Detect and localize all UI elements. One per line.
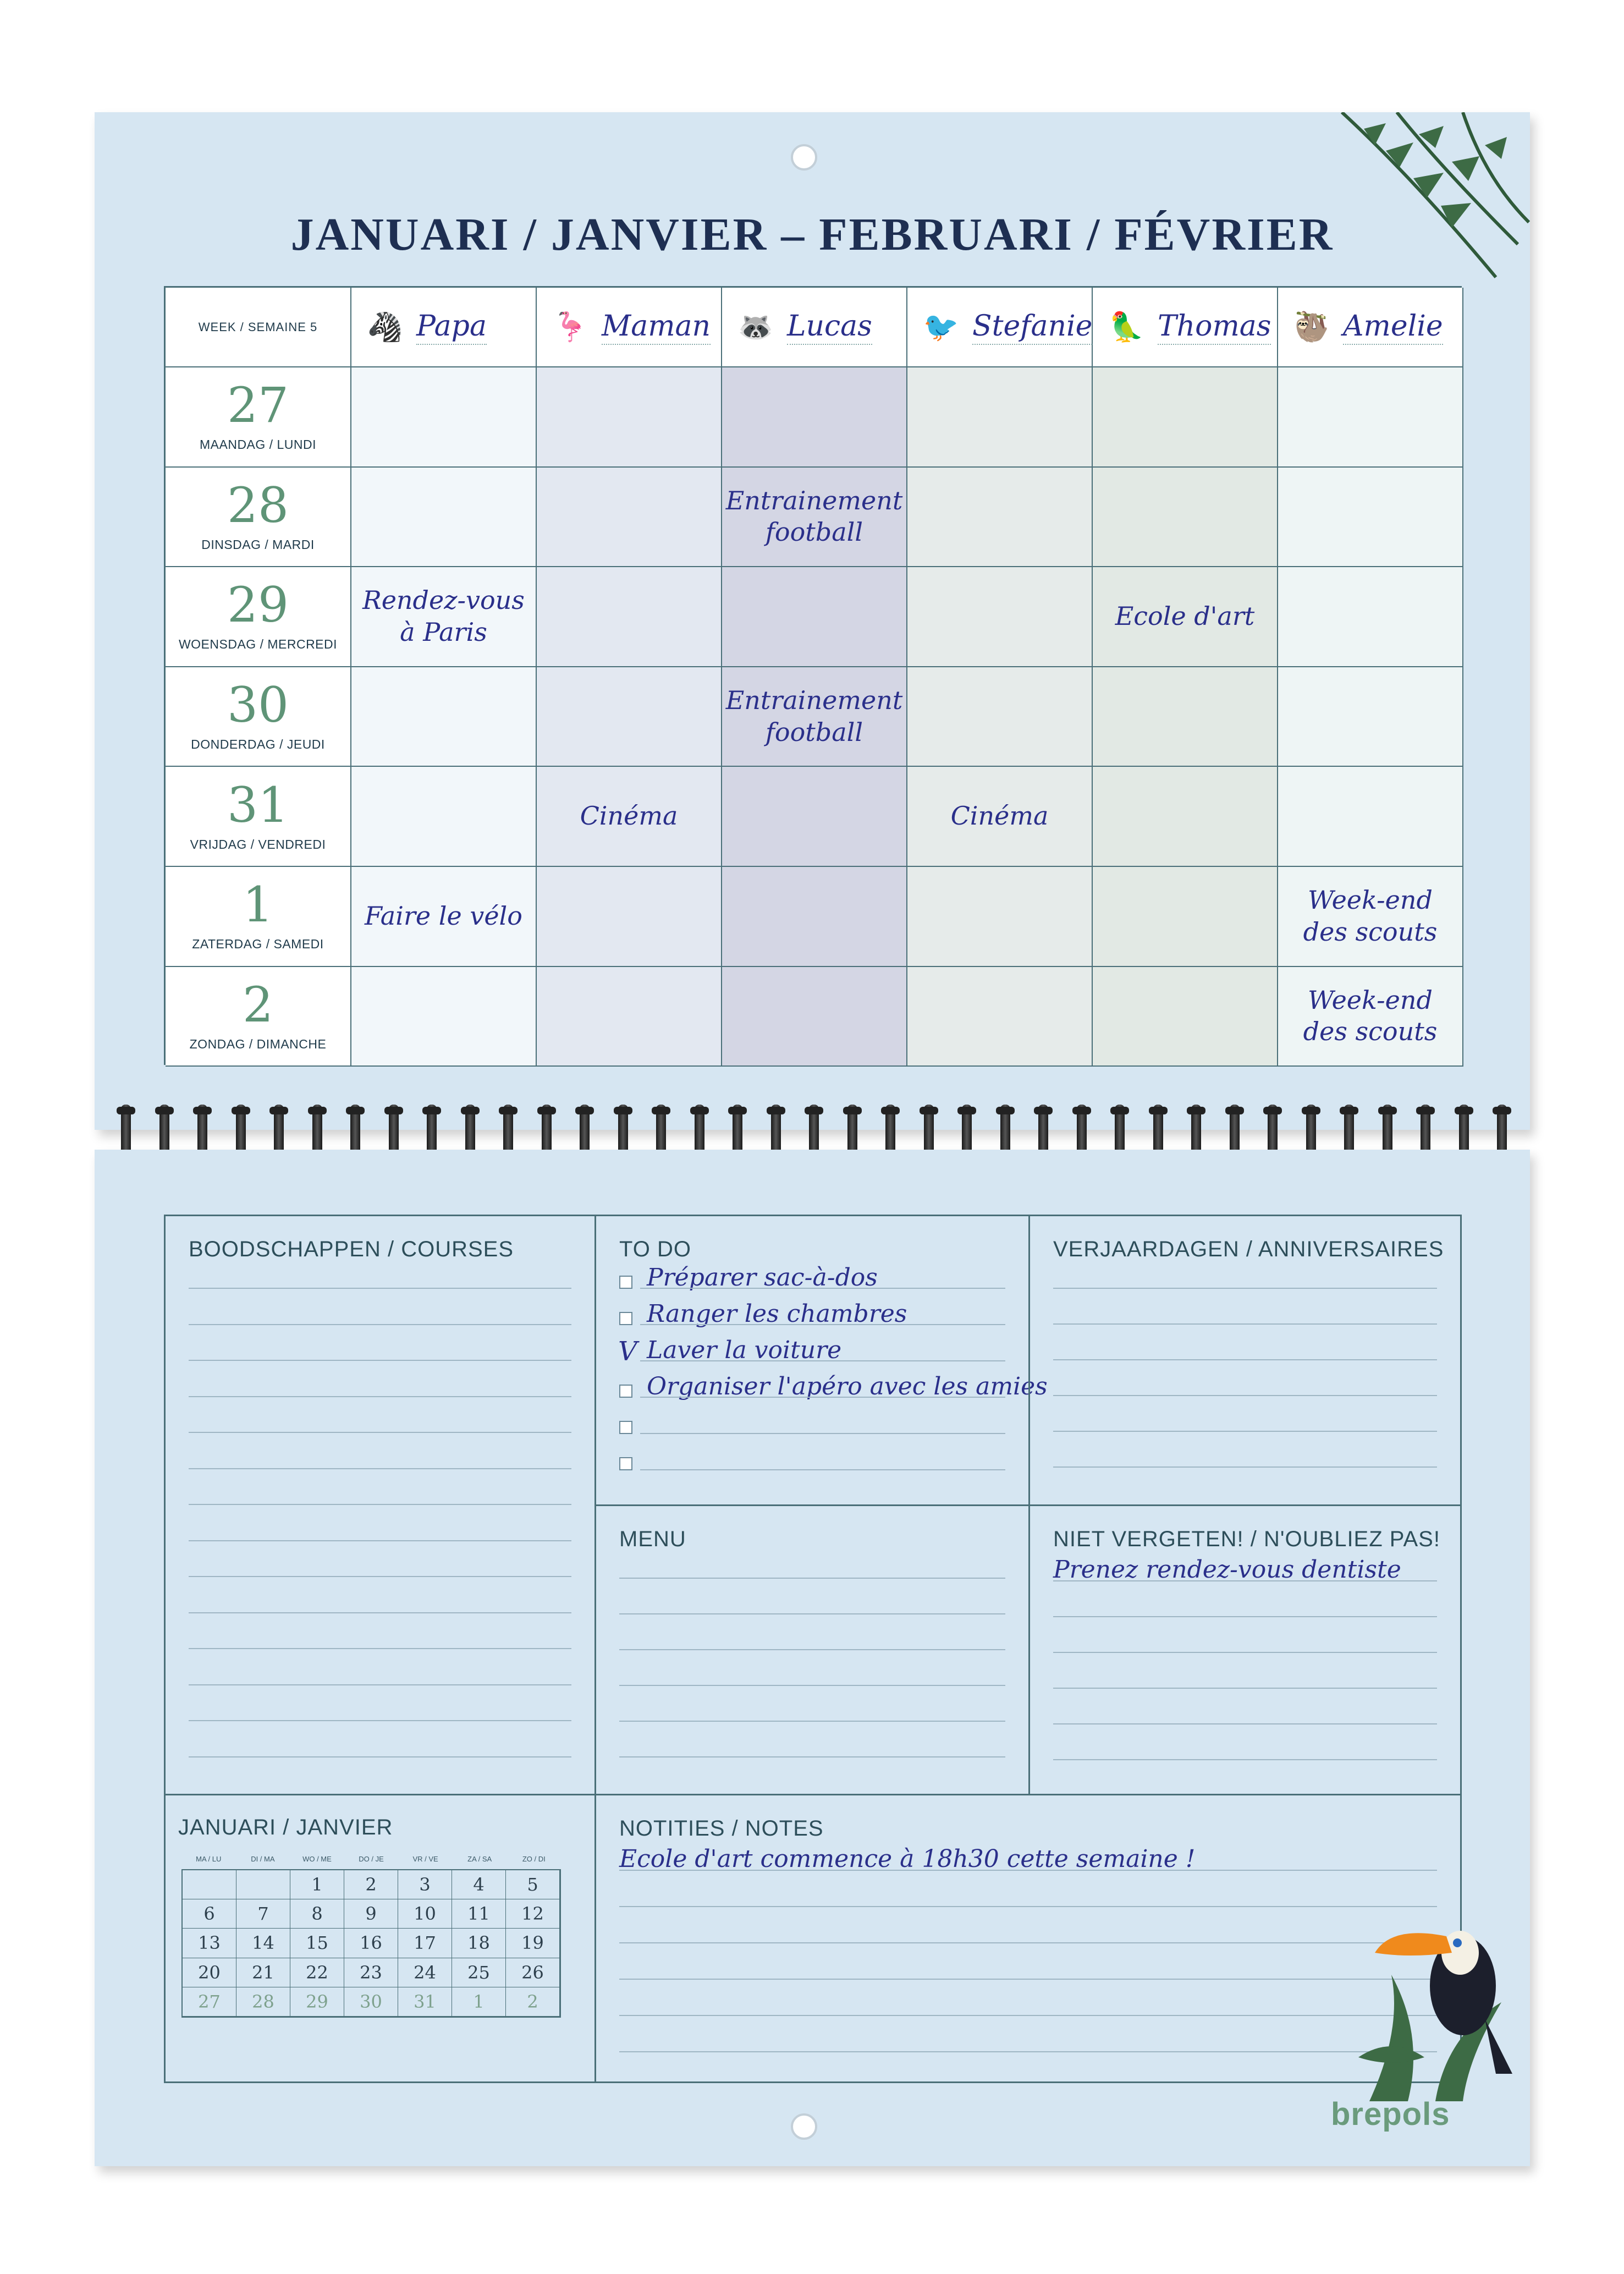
ruled-line (189, 1288, 571, 1289)
mini-calendar-day[interactable]: 30 (344, 1987, 398, 2017)
spiral-coil-top (881, 1107, 900, 1114)
weekday-label: DI / MA (251, 1855, 275, 1863)
person-header-3[interactable] (907, 288, 1093, 367)
day-cell (166, 767, 351, 867)
ruled-line (1053, 1359, 1437, 1360)
schedule-entry: Rendez-vous à Paris (362, 585, 525, 647)
schedule-cell[interactable] (351, 567, 537, 667)
mini-calendar-day[interactable]: 26 (506, 1958, 560, 1987)
schedule-cell[interactable] (722, 367, 907, 468)
day-name: ZONDAG / DIMANCHE (189, 1036, 327, 1051)
schedule-cell[interactable] (1093, 967, 1278, 1067)
ruled-line (1053, 1431, 1437, 1432)
mini-calendar-grid (181, 1869, 561, 2018)
spiral-coil-top (1225, 1107, 1244, 1114)
schedule-cell[interactable] (1093, 767, 1278, 867)
day-number: 28 (227, 476, 289, 534)
mini-calendar-day[interactable]: 1 (290, 1870, 344, 1899)
spiral-coil-top (1493, 1107, 1511, 1114)
todo-item-text[interactable]: Préparer sac-à-dos (647, 1264, 878, 1292)
spiral-coil-top (537, 1107, 556, 1114)
todo-checkbox[interactable] (619, 1421, 632, 1434)
todo-checkbox[interactable] (619, 1385, 632, 1398)
toucan-palm-decoration (1358, 1892, 1530, 2101)
day-name: VRIJDAG / VENDREDI (190, 837, 326, 852)
day-cell (166, 667, 351, 767)
schedule-cell[interactable] (1278, 468, 1463, 568)
spiral-coil-top (1416, 1107, 1435, 1114)
day-cell (166, 967, 351, 1067)
hanging-hole (791, 144, 817, 171)
spiral-coil-top (1187, 1107, 1205, 1114)
schedule-cell[interactable] (907, 867, 1093, 967)
ruled-line (619, 1756, 1005, 1757)
mini-calendar-weekdays (181, 1855, 561, 1863)
mini-calendar-day[interactable]: 5 (506, 1870, 560, 1899)
mini-calendar-day[interactable]: 1 (452, 1987, 506, 2017)
mini-calendar-day[interactable]: 13 (183, 1929, 236, 1958)
ruled-line (640, 1288, 1005, 1289)
mini-calendar-day[interactable] (236, 1870, 290, 1899)
ruled-line (189, 1612, 571, 1613)
person-header-4[interactable] (1093, 288, 1278, 367)
ruled-line (640, 1469, 1005, 1470)
day-number: 29 (227, 576, 289, 634)
ruled-line (1053, 1466, 1437, 1468)
day-name: WOENSDAG / MERCREDI (178, 637, 338, 652)
spiral-coil-top (996, 1107, 1015, 1114)
todo-checkbox[interactable] (619, 1276, 632, 1289)
schedule-cell[interactable] (907, 767, 1093, 867)
ruled-line (640, 1360, 1005, 1361)
mini-calendar-day[interactable]: 31 (398, 1987, 452, 2017)
weekday-label: ZA / SA (467, 1855, 492, 1863)
ruled-line (640, 1433, 1005, 1434)
mini-calendar-day[interactable]: 28 (236, 1987, 290, 2017)
ruled-line (189, 1648, 571, 1649)
ruled-line (189, 1324, 571, 1325)
ruled-line (640, 1397, 1005, 1398)
schedule-cell[interactable] (907, 567, 1093, 667)
schedule-cell[interactable] (1278, 367, 1463, 468)
schedule-entry: Ecole d'art (1115, 601, 1255, 631)
schedule-cell[interactable] (537, 567, 722, 667)
ruled-line (619, 1979, 1437, 1980)
notes-label: NOTITIES / NOTES (619, 1816, 824, 1841)
mini-calendar-day[interactable]: 3 (398, 1870, 452, 1899)
schedule-cell[interactable] (722, 767, 907, 867)
ruled-line (1053, 1395, 1437, 1396)
ruled-line (1053, 1652, 1437, 1653)
ruled-line (1053, 1580, 1437, 1581)
day-name: DINSDAG / MARDI (201, 537, 315, 552)
schedule-cell[interactable] (907, 967, 1093, 1067)
parrot-icon: 🦜 (1103, 304, 1150, 351)
mini-calendar-day[interactable]: 4 (452, 1870, 506, 1899)
person-name: Thomas (1158, 310, 1271, 345)
schedule-cell[interactable] (1278, 967, 1463, 1067)
mini-calendar-day[interactable]: 14 (236, 1929, 290, 1958)
mini-calendar-day[interactable]: 16 (344, 1929, 398, 1958)
ruled-line (619, 1721, 1005, 1722)
mini-calendar-day[interactable] (183, 1870, 236, 1899)
schedule-cell[interactable] (1278, 567, 1463, 667)
mini-calendar-day[interactable]: 27 (183, 1987, 236, 2017)
mini-calendar-day[interactable]: 29 (290, 1987, 344, 2017)
ruled-line (1053, 1759, 1437, 1760)
day-name: MAANDAG / LUNDI (200, 437, 316, 452)
mini-calendar-day[interactable]: 18 (452, 1929, 506, 1958)
ruled-line (189, 1396, 571, 1397)
mini-calendar-day[interactable]: 24 (398, 1958, 452, 1987)
mini-calendar-day[interactable]: 12 (506, 1899, 560, 1929)
ruled-line (619, 2051, 1437, 2052)
menu-label: MENU (619, 1527, 686, 1551)
schedule-cell[interactable] (1093, 867, 1278, 967)
mini-calendar-day[interactable]: 9 (344, 1899, 398, 1929)
schedule-cell[interactable] (907, 468, 1093, 568)
ruled-line (619, 1942, 1437, 1943)
schedule-entry: Entrainement football (725, 685, 903, 747)
schedule-cell[interactable] (537, 767, 722, 867)
schedule-cell[interactable] (1093, 468, 1278, 568)
ruled-line (619, 2015, 1437, 2016)
ruled-line (1053, 1616, 1437, 1617)
day-cell (166, 867, 351, 967)
schedule-cell[interactable] (351, 468, 537, 568)
mini-calendar-day[interactable]: 10 (398, 1899, 452, 1929)
person-name: Maman (602, 310, 711, 345)
ruled-line (640, 1324, 1005, 1325)
mini-calendar-day[interactable]: 7 (236, 1899, 290, 1929)
sloth-icon: 🦥 (1288, 304, 1335, 351)
ruled-line (189, 1360, 571, 1361)
spiral-coil-top (1072, 1107, 1091, 1114)
mini-calendar-day[interactable]: 6 (183, 1899, 236, 1929)
schedule-cell[interactable] (1093, 567, 1278, 667)
ruled-line (1053, 1688, 1437, 1689)
mini-calendar-day[interactable]: 15 (290, 1929, 344, 1958)
mini-calendar-day[interactable]: 23 (344, 1958, 398, 1987)
spiral-coil-top (728, 1107, 747, 1114)
week-label-cell (166, 288, 351, 367)
zebra-icon: 🦓 (361, 304, 409, 351)
schedule-cell[interactable] (722, 867, 907, 967)
schedule-entry: Cinéma (580, 801, 678, 831)
spiral-coil-top (575, 1107, 594, 1114)
ruled-line (189, 1720, 571, 1721)
mini-calendar-day[interactable]: 22 (290, 1958, 344, 1987)
schedule-cell[interactable] (351, 867, 537, 967)
ruled-line (189, 1504, 571, 1505)
spiral-coil-top (614, 1107, 632, 1114)
spiral-coil-top (1149, 1107, 1168, 1114)
day-cell (166, 468, 351, 568)
schedule-entry: Faire le vélo (365, 901, 522, 931)
spiral-coil-top (1378, 1107, 1397, 1114)
birthdays-box (1028, 1215, 1462, 1506)
spiral-coil-top (767, 1107, 785, 1114)
day-number: 30 (227, 677, 289, 734)
spiral-coil-top (1034, 1107, 1053, 1114)
todo-item-text[interactable]: Organiser l'apéro avec les amies (647, 1372, 1048, 1400)
schedule-cell[interactable] (537, 468, 722, 568)
menu-box (594, 1504, 1030, 1795)
spiral-coil-top (1302, 1107, 1320, 1114)
schedule-cell[interactable] (351, 967, 537, 1067)
mini-calendar-day[interactable]: 21 (236, 1958, 290, 1987)
schedule-cell[interactable] (722, 667, 907, 767)
reminder-text[interactable]: Prenez rendez-vous dentiste (1053, 1556, 1401, 1584)
page-title: JANUARI / JANVIER – FEBRUARI / FÉVRIER (290, 209, 1334, 260)
person-header-2[interactable] (722, 288, 907, 367)
spiral-coil-top (957, 1107, 976, 1114)
weekday-label: MA / LU (196, 1855, 222, 1863)
mini-calendar-day[interactable]: 20 (183, 1958, 236, 1987)
reminder-box (1028, 1504, 1462, 1795)
ruled-line (189, 1756, 571, 1757)
weekday-label: WO / ME (302, 1855, 332, 1863)
schedule-cell[interactable] (907, 667, 1093, 767)
day-cell (166, 367, 351, 468)
spiral-coil-top (155, 1107, 174, 1114)
schedule-cell[interactable] (537, 667, 722, 767)
schedule-cell[interactable] (907, 367, 1093, 468)
mini-calendar-day[interactable]: 25 (452, 1958, 506, 1987)
weekly-schedule-grid (164, 286, 1462, 1065)
day-number: 31 (227, 776, 289, 833)
person-header-0[interactable] (351, 288, 537, 367)
spiral-coil-top (308, 1107, 327, 1114)
ruled-line (189, 1684, 571, 1685)
ruled-line (189, 1432, 571, 1433)
mini-calendar-day[interactable]: 2 (344, 1870, 398, 1899)
schedule-entry: Cinéma (950, 801, 1049, 831)
schedule-entry: Week-end des scouts (1303, 985, 1438, 1047)
week-label: WEEK / SEMAINE 5 (198, 320, 318, 334)
spiral-coil-top (422, 1107, 441, 1114)
toucan-icon: 🐦 (917, 304, 965, 351)
day-number: 27 (227, 377, 289, 434)
spiral-coil-top (499, 1107, 518, 1114)
weekday-label: DO / JE (359, 1855, 384, 1863)
spiral-coil-top (117, 1107, 135, 1114)
ruled-line (619, 1613, 1005, 1614)
schedule-cell[interactable] (537, 867, 722, 967)
spiral-coil-top (193, 1107, 212, 1114)
notes-box (594, 1794, 1462, 2083)
schedule-cell[interactable] (1093, 667, 1278, 767)
spiral-coil-top (269, 1107, 288, 1114)
todo-checkbox[interactable] (619, 1312, 632, 1325)
person-name: Lucas (787, 310, 872, 345)
brand-logo: brepols (1331, 2096, 1450, 2132)
ruled-line (619, 1906, 1437, 1907)
reminder-label: NIET VERGETEN! / N'OUBLIEZ PAS! (1053, 1527, 1440, 1551)
flamingo-icon: 🦩 (547, 304, 594, 351)
day-name: ZATERDAG / SAMEDI (192, 937, 324, 952)
ruled-line (1053, 1323, 1437, 1325)
spiral-coil-top (384, 1107, 403, 1114)
shopping-box (164, 1215, 596, 1795)
ruled-line (1053, 1288, 1437, 1289)
ruled-line (619, 1578, 1005, 1579)
spiral-coil-top (232, 1107, 250, 1114)
mini-calendar-day[interactable]: 8 (290, 1899, 344, 1929)
schedule-cell[interactable] (1278, 767, 1463, 867)
todo-box (594, 1215, 1048, 1506)
spiral-coil-top (843, 1107, 862, 1114)
notes-text[interactable]: Ecole d'art commence à 18h30 cette semaine ! (619, 1845, 1196, 1873)
palm-leaf-decoration (1331, 112, 1530, 288)
schedule-cell[interactable] (1278, 667, 1463, 767)
raccoon-icon: 🦝 (732, 304, 779, 351)
spiral-coil-top (805, 1107, 823, 1114)
spiral-coil-top (1340, 1107, 1358, 1114)
ruled-line (1053, 1723, 1437, 1724)
schedule-cell[interactable] (351, 767, 537, 867)
mini-calendar-day[interactable]: 2 (506, 1987, 560, 2017)
ruled-line (189, 1540, 571, 1541)
mini-calendar-title: JANUARI / JANVIER (178, 1815, 393, 1839)
weekday-label: VR / VE (412, 1855, 438, 1863)
ruled-line (619, 1649, 1005, 1650)
schedule-cell[interactable] (722, 468, 907, 568)
ruled-line (619, 1870, 1437, 1871)
person-header-5[interactable] (1278, 288, 1463, 367)
schedule-entry: Entrainement football (725, 485, 903, 547)
spiral-coil-top (461, 1107, 480, 1114)
mini-calendar-day[interactable]: 19 (506, 1929, 560, 1958)
person-name: Stefanie (972, 310, 1092, 345)
schedule-entry: Week-end des scouts (1303, 885, 1438, 947)
todo-item-text[interactable]: Ranger les chambres (647, 1300, 907, 1328)
ruled-line (189, 1576, 571, 1577)
schedule-cell[interactable] (537, 967, 722, 1067)
hanging-hole (791, 2113, 817, 2140)
done-check-mark: V (618, 1336, 637, 1367)
day-number: 2 (243, 976, 273, 1033)
todo-checkbox[interactable] (619, 1457, 632, 1470)
spiral-coil-top (652, 1107, 670, 1114)
schedule-cell[interactable] (1093, 367, 1278, 468)
spiral-coil-top (346, 1107, 365, 1114)
person-header-1[interactable] (537, 288, 722, 367)
spiral-coil-top (920, 1107, 938, 1114)
day-number: 1 (243, 876, 273, 933)
shopping-label: BOODSCHAPPEN / COURSES (189, 1237, 514, 1261)
person-name: Papa (416, 310, 487, 345)
weekday-label: ZO / DI (522, 1855, 546, 1863)
day-cell (166, 567, 351, 667)
schedule-cell[interactable] (351, 367, 537, 468)
ruled-line (189, 1468, 571, 1469)
spiral-coil-top (1263, 1107, 1282, 1114)
schedule-cell[interactable] (722, 967, 907, 1067)
mini-calendar-day[interactable]: 17 (398, 1929, 452, 1958)
spiral-coil-top (1455, 1107, 1473, 1114)
todo-label: TO DO (619, 1237, 691, 1261)
todo-item-text[interactable]: Laver la voiture (647, 1336, 842, 1364)
person-name: Amelie (1343, 310, 1443, 345)
schedule-cell[interactable] (351, 667, 537, 767)
schedule-cell[interactable] (537, 367, 722, 468)
mini-calendar-day[interactable]: 11 (452, 1899, 506, 1929)
schedule-cell[interactable] (722, 567, 907, 667)
birthdays-label: VERJAARDAGEN / ANNIVERSAIRES (1053, 1237, 1444, 1261)
spiral-coil-top (690, 1107, 709, 1114)
ruled-line (619, 1685, 1005, 1686)
schedule-cell[interactable] (1278, 867, 1463, 967)
day-name: DONDERDAG / JEUDI (191, 737, 325, 752)
spiral-coil-top (1110, 1107, 1129, 1114)
